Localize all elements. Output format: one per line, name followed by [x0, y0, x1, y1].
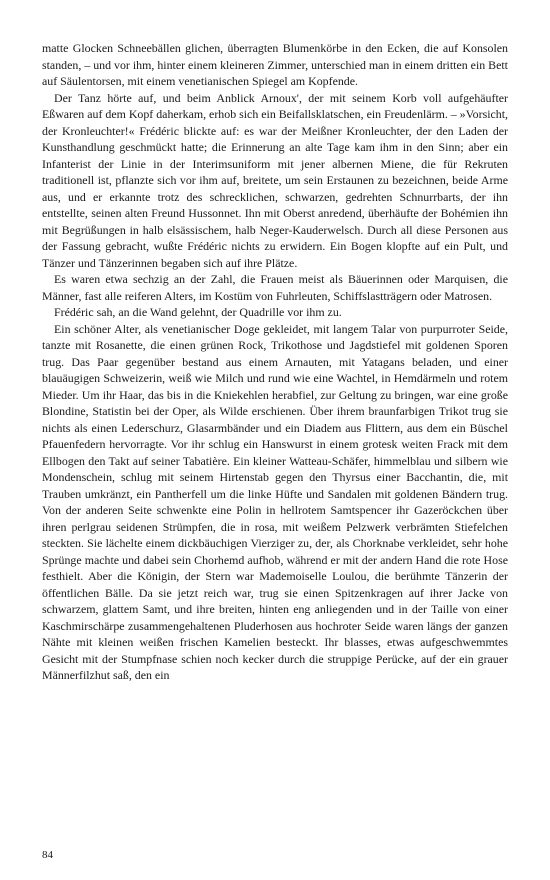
paragraph-frederic-watches: Frédéric sah, an die Wand gelehnt, der Quadrille vor ihm zu.	[54, 305, 342, 319]
paragraph-dance-stopped: Der Tanz hörte auf, und beim Anblick Arnoux', der mit seinem Korb voll aufgehäufter Eßwaren auf dem Kopf daherkam, erhob sich ein Beifallsklatschen, ein Freudenlärm. – »Vorsicht, der Kronleuchter!« Frédéric blickte auf: es war der Meißner Kronleuchter, der den Laden der Kunsthandlung geschmückt hatte; die Erinnerung an alte Tage kam ihm in den Sinn; aber ein Infanterist der Linie in der Interimsuniform mit jener albernen Miene, die für Rekruten traditionell ist, pflanzte sich vor ihm auf, breitete, um sein Erstaunen zu bezeichnen, beide Arme aus, und er erkannte trotz des schrecklichen, schwarzen, gedrehten Schnurrbarts, der ihn entstellte, seinen alten Freund Hussonnet. Ihn mit Oberst anredend, überhäufte der Bohémien ihn mit Begrüßungen in halb elsässischem, halb Neger-Kauderwelsch. Durch all diese Personen aus der Fassung gebracht, wußte Frédéric nichts zu erwidern. Ein Bogen klopfte auf ein Pult, und Tänzer und Tänzerinnen begaben sich auf ihre Plätze.	[42, 90, 509, 270]
paragraph-costumes: Ein schöner Alter, als venetianischer Doge gekleidet, mit langem Talar von purpurroter Seide, tanzte mit Rosanette, die einen grünen Rock, Trikothose und Jagdstiefel mit goldenen Sporen trug. Das Paar gegenüber bestand aus einem Arnauten, mit Yatagans beladen, und einer blauäugigen Schweizerin, weiß wie Milch und rund wie eine Wachtel, in Hemdärmeln und rotem Mieder. Um ihr Haar, das bis in die Kniekehlen herabfiel, zur Geltung zu bringen, war eine große Blondine, Statistin bei der Oper, als Wilde erschienen. Über ihrem braunfarbigen Trikot trug sie nichts als einen Lederschurz, Glasarmbänder und ein Diadem aus Flittern, aus dem ein Büschel Pfauenfedern hervorragte. Vor ihr schlug ein Hanswurst in einem grotesk weiten Frack mit dem Ellbogen den Takt auf seiner Tabatière. Ein kleiner Watteau-Schäfer, himmelblau und silbern wie Mondenschein, schlug mit seinem Hirtenstab gegen den Thyrsus einer Bacchantin, die, mit Trauben umkränzt, ein Pantherfell um die linke Hüfte und Sandalen mit goldenen Bändern trug. Von der anderen Seite schwenkte eine Polin in hellrotem Samtspencer ihr Gazeröckchen über ihren perlgrau seidenen Strümpfen, die in rosa, mit weißem Pelzwerk verbrämten Stiefelchen steckten. Sie lächelte einem dickbäuchigen Vierziger zu, der, als Chorknabe verkleidet, sehr hohe Sprünge machte und dabei sein Chorhemd aufhob, während er mit der andern Hand die rote Hose festhielt. Aber die Königin, der Stern war Mademoiselle Loulou, die berühmte Tänzerin der öffentlichen Bälle. Da sie jetzt reich war, trug sie einen Spitzenkragen auf ihrer Jacke von schwarzem, glattem Samt, und ihre breiten, hinten eng anliegenden und in der Taille von einer Kaschmirschärpe zusammengehaltenen Pluderhosen aus hochroter Seide waren längs der ganzen Nähte mit kleinen weißen frischen Kamelien besteckt. Ihr blasses, etwas aufgeschwemmtes Gesicht mit der Stumpfnase schien noch kecker durch die struppige Perücke, auf der ein grauer Männerfilzhut saß, den ein	[42, 321, 508, 682]
page-body	[42, 40, 508, 684]
page-number: 84	[42, 849, 53, 861]
paragraph-sixty-guests: Es waren etwa sechzig an der Zahl, die Frauen meist als Bäuerinnen oder Marquisen, die Männer, fast alle reiferen Alters, im Kostüm von Fuhrleuten, Schiffslastträgern oder Matrosen.	[42, 272, 508, 303]
paragraph-continuation: matte Glocken Schneebällen glichen, überragten Blumenkörbe in den Ecken, die auf Konsolen standen, – und vor ihm, hinter einem kleineren Zimmer, unterschied man in einem dritten ein Bett auf Säulentorsen, mit einem venetianischen Spiegel am Kopfende.	[42, 41, 508, 88]
